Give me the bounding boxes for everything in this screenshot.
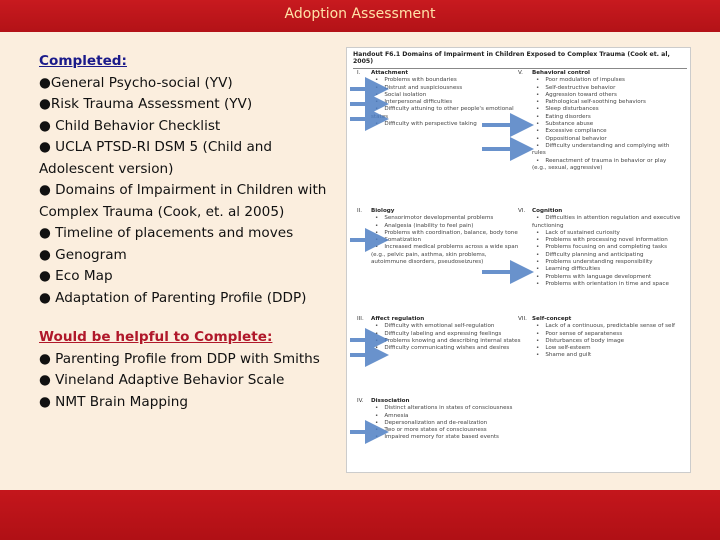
- domain-item: • Aggression toward others: [532, 92, 682, 99]
- completed-heading: Completed:: [39, 53, 127, 69]
- domain-item: • Sleep disturbances: [532, 106, 682, 113]
- section-number: V.: [518, 70, 523, 76]
- domain-item: • Problems with boundaries: [371, 77, 521, 84]
- domain-name: Biology: [371, 208, 395, 214]
- domain-item: • Shame and guilt: [532, 352, 682, 359]
- completed-item: ● Genogram: [39, 246, 127, 263]
- domain-item: • Excessive compliance: [532, 128, 682, 135]
- section-number: III.: [357, 316, 364, 322]
- domain-item: • Difficulty communicating wishes and desires: [371, 345, 521, 352]
- domain-item: • Difficulty with emotional self-regulation: [371, 323, 521, 330]
- completed-item: ●General Psycho-social (YV): [39, 74, 233, 91]
- domain-item: • Difficulties in attention regulation and executive functioning: [532, 215, 682, 230]
- domain-item: • Reenactment of trauma in behavior or play (e.g., sexual, aggressive): [532, 158, 682, 173]
- domain-item: • Difficulty labeling and expressing feelings: [371, 331, 521, 338]
- helpful-item: ● Parenting Profile from DDP with Smiths: [39, 350, 320, 367]
- domain-item: • Social isolation: [371, 92, 521, 99]
- section-number: IV.: [357, 398, 364, 404]
- section-number: II.: [357, 208, 363, 214]
- domain-item: • Problems with orientation in time and space: [532, 281, 682, 288]
- completed-item: ● Child Behavior Checklist: [39, 117, 221, 134]
- domain-item: • Difficulty attuning to other people's emotional states: [371, 106, 521, 121]
- domain-item: • Substance abuse: [532, 121, 682, 128]
- domain-item: • Learning difficulties: [532, 266, 682, 273]
- domain-name: Affect regulation: [371, 316, 425, 322]
- domain-item: • Distinct alterations in states of consciousness: [371, 405, 521, 412]
- domain-item: • Problems focusing on and completing tasks: [532, 244, 682, 251]
- domain-item: • Sensorimotor developmental problems: [371, 215, 521, 222]
- domain-item: • Distrust and suspiciousness: [371, 85, 521, 92]
- domain-item: • Problems with coordination, balance, body tone: [371, 230, 521, 237]
- domain-item: • Increased medical problems across a wide span (e.g., pelvic pain, asthma, skin problems, autoimmune disorders, pseudoseizures): [371, 244, 521, 266]
- domain-name: Cognition: [532, 208, 563, 214]
- domain-item: • Problems with language development: [532, 274, 682, 281]
- domain-item: • Self-destructive behavior: [532, 85, 682, 92]
- section-number: VI.: [518, 208, 526, 214]
- domain-name: Behavioral control: [532, 70, 590, 76]
- domain-item: • Difficulty planning and anticipating: [532, 252, 682, 259]
- domain-item: • Depersonalization and de-realization: [371, 420, 521, 427]
- helpful-item: ● NMT Brain Mapping: [39, 393, 189, 410]
- domain-item: • Impaired memory for state based events: [371, 434, 521, 441]
- slide-title: Adoption Assessment: [284, 6, 436, 22]
- domain-item: • Lack of a continuous, predictable sense of self: [532, 323, 682, 330]
- helpful-item: ● Vineland Adaptive Behavior Scale: [39, 372, 285, 388]
- domain-name: Dissociation: [371, 398, 410, 404]
- helpful-heading: Would be helpful to Complete:: [39, 329, 273, 345]
- handout-title: Handout F6.1 Domains of Impairment in Children Exposed to Complex Trauma (Cook et. al, 2005): [353, 51, 687, 69]
- domain-item: • Problems with processing novel information: [532, 237, 682, 244]
- domain-item: • Low self-esteem: [532, 345, 682, 352]
- domain-item: • Eating disorders: [532, 114, 682, 121]
- domain-item: • Pathological self-soothing behaviors: [532, 99, 682, 106]
- domain-item: • Analgesia (inability to feel pain): [371, 223, 521, 230]
- domain-item: • Lack of sustained curiosity: [532, 230, 682, 237]
- section-number: VII.: [518, 316, 527, 322]
- domain-item: • Oppositional behavior: [532, 136, 682, 143]
- completed-item: ● Adaptation of Parenting Profile (DDP): [39, 289, 307, 306]
- completed-item: ● Eco Map: [39, 268, 113, 284]
- domain-item: • Somatization: [371, 237, 521, 244]
- domain-item: • Amnesia: [371, 413, 521, 420]
- domain-item: • Poor sense of separateness: [532, 331, 682, 338]
- domain-item: • Difficulty understanding and complying with rules: [532, 143, 682, 158]
- completed-item: ●Risk Trauma Assessment (YV): [39, 96, 253, 112]
- completed-item: ● Timeline of placements and moves: [39, 225, 294, 241]
- completed-item: ● Domains of Impairment in Children with Complex Trauma (Cook, et. al 2005): [39, 182, 327, 220]
- section-number: I.: [357, 70, 361, 76]
- domain-item: • Interpersonal difficulties: [371, 99, 521, 106]
- domain-item: • Difficulty with perspective taking: [371, 121, 521, 128]
- domain-item: • Poor modulation of impulses: [532, 77, 682, 84]
- domain-item: • Two or more states of consciousness: [371, 427, 521, 434]
- domain-name: Attachment: [371, 70, 409, 76]
- domain-item: • Problems understanding responsibility: [532, 259, 682, 266]
- domain-item: • Problems knowing and describing internal states: [371, 338, 521, 345]
- domain-name: Self-concept: [532, 316, 572, 322]
- domain-item: • Disturbances of body image: [532, 338, 682, 345]
- completed-item: ● UCLA PTSD-RI DSM 5 (Child and Adolescent version): [39, 139, 273, 177]
